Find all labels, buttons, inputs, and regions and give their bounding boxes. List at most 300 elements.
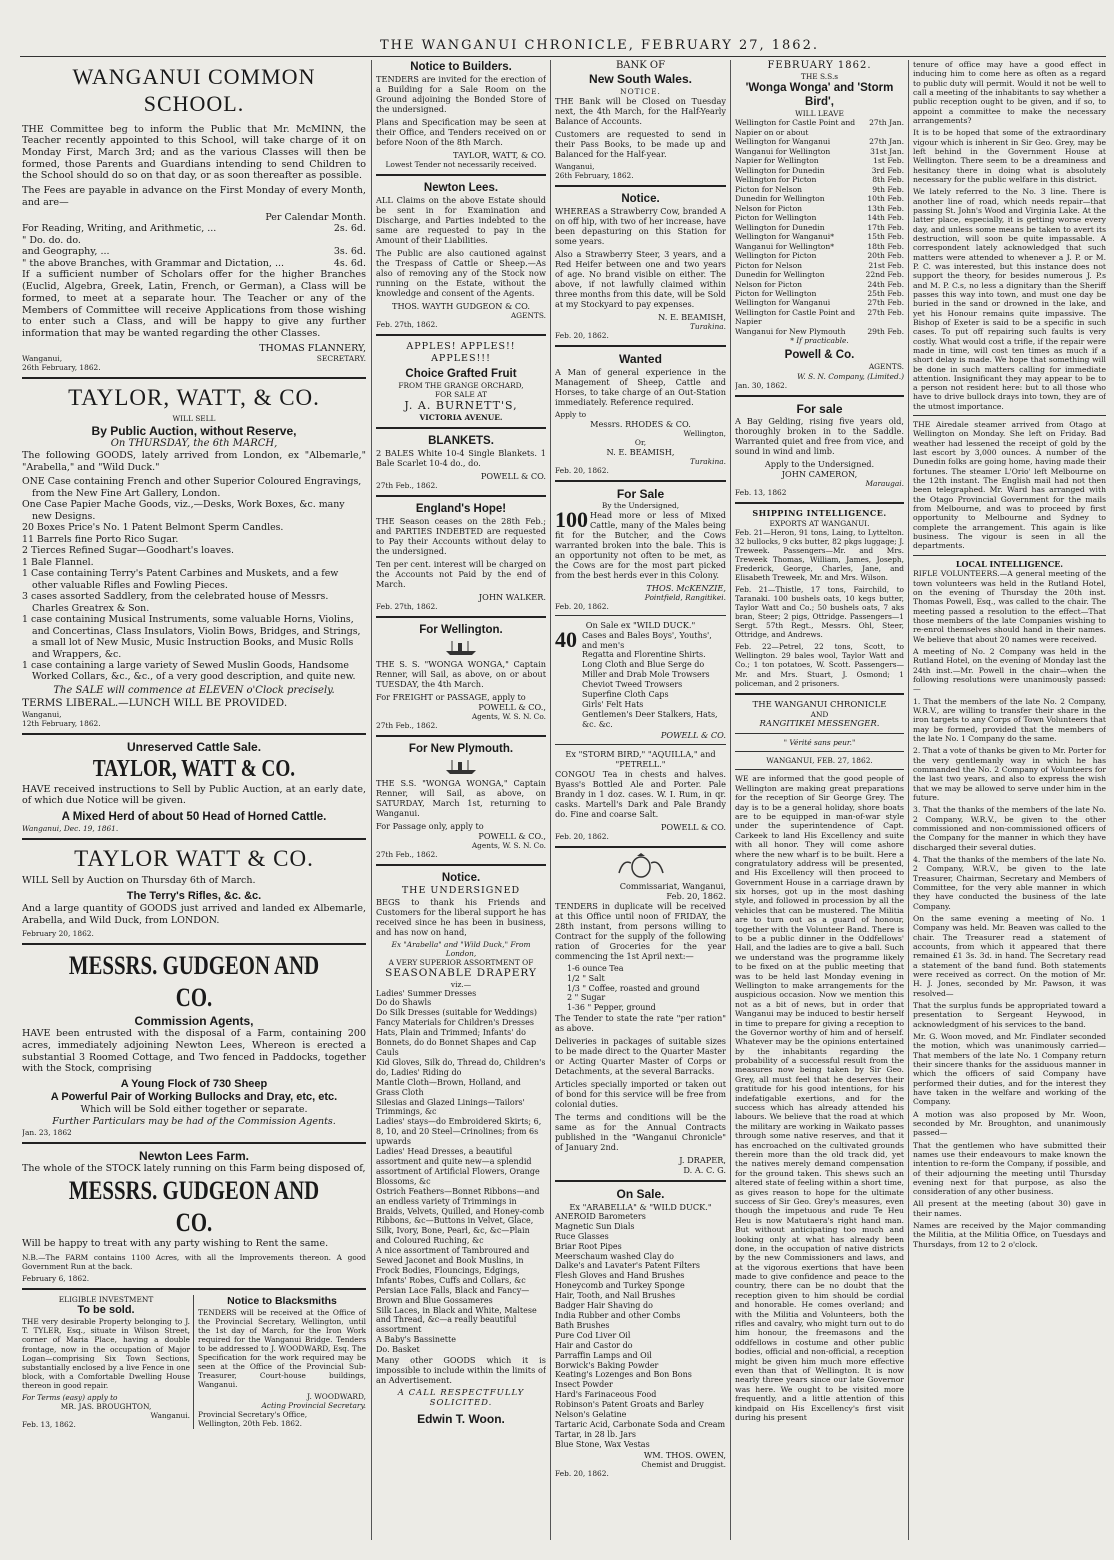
forsale1-place: Pointfield, Rangitikei. <box>644 593 726 603</box>
fee-label: For Reading, Writing, and Arithmetic, ... <box>22 223 217 235</box>
taylor-rifles-ad <box>22 845 366 938</box>
newtonfarm-title: MESSRS. GUDGEON AND CO. <box>68 1175 320 1237</box>
school-date: 26th February, 1862. <box>22 363 101 373</box>
gudgeon1-date: Jan. 23, 1862 <box>22 1127 72 1137</box>
editorial-motto: " Vérité sans peur." <box>783 738 856 748</box>
wildduck-signer: POWELL & CO. <box>660 729 726 740</box>
woon-assort: A VERY SUPERIOR ASSORTMENT OF <box>388 957 534 967</box>
newton-lees-ad <box>376 181 546 329</box>
col6-p6: A meeting of No. 2 Company was held in the Rutland Hotel, on the evening of Monday last the 24th inst.—Mr. Powell in the chair—when the following resolutions were unanimously passed:— <box>913 647 1106 694</box>
taylor1-place: Wanganui, <box>22 709 62 719</box>
apples-headline: Choice Grafted Fruit <box>405 368 517 381</box>
schedule-row <box>735 204 904 213</box>
schedule-row <box>735 185 904 194</box>
plymouth-body: THE S.S. "WONGA WONGA," Captain Renner, will Sail, as above, on SATURDAY, March 1st, returning to Wanganui. <box>376 777 546 818</box>
wellington-body: THE S. S. "WONGA WONGA," Captain Renner, will Sail, as above, on or about TUESDAY, the 4th March. <box>376 658 546 689</box>
local-title: LOCAL INTELLIGENCE. <box>955 558 1064 569</box>
blankets-ad <box>376 434 546 490</box>
eligible-body: THE very desirable Property belonging to J. T. TYLER, Esq., situate in Wilson Street, corner of Maria Place, having a double frontage, now in the occupation of Major Logan—comprising Six Town Sections, substantially enclosed by a live Fence in one block, with a Comfortable Dwelling House thereon in good repair. <box>22 1317 190 1390</box>
school-title: WANGANUI COMMON SCHOOL. <box>72 64 316 116</box>
taylor2-headline: The Terry's Rifles, &c. &c. <box>126 889 262 902</box>
col6-p10: 4. That the thanks of the members of the late No. 2 Company, W.R.V., be given to the late Treasurer, Chairman, Secretary and Members of Committee, for the very able manner in which they have conducted the business of the late Company. <box>913 855 1106 911</box>
schedule-date: 27th Feb. <box>867 298 904 308</box>
newton-body: ALL Claims on the above Estate should be sent in for Examination and Discharge, and Parties indebted to the same are requested to pay in the Amount of their Liabilities. <box>376 195 546 246</box>
list-item: Gentlemen's Deer Stalkers, Hats, &c. &c. <box>582 709 718 729</box>
schedule-date: 20th Feb. <box>867 251 904 261</box>
list-item: Hats, Plain and Trimmed; Infants' do <box>376 1028 526 1038</box>
schedule-row <box>735 289 904 298</box>
schedule-route: Napier for Wellington <box>735 156 819 166</box>
list-item: Blue Stone, Wax Vestas <box>555 1439 650 1449</box>
forsale1-num: 100 <box>555 507 588 533</box>
col6-p14: A motion was also proposed by Mr. Woon, seconded by Mr. Broughton, and unanimously passed— <box>913 1109 1106 1138</box>
editorial-dateline: WANGANUI, FEB. 27, 1862. <box>766 756 873 766</box>
schedule-route: Picton for Wellington <box>735 289 817 298</box>
newton-signer: THOS. WAYTH GUDGEON & CO. <box>391 301 531 312</box>
bank-body: THE Bank will be Closed on Tuesday next, the 4th March, for the Half-Yearly Balance of Accounts. <box>555 95 726 126</box>
eligible-title: To be sold. <box>77 1304 135 1316</box>
apples-ad <box>376 341 546 422</box>
taylor1-intro: The following GOODS, lately arrived from London, ex "Albemarle," "Arabella," and "Wild Duck." <box>22 450 366 473</box>
list-item: Do Silk Dresses (suitable for Weddings) <box>376 1008 537 1018</box>
plymouth-role: Agents, W. S. N. Co. <box>471 840 546 850</box>
list-item: 1-36 " Pepper, ground <box>567 1003 656 1013</box>
schedule-date: 15th Feb. <box>867 232 904 242</box>
school-ad <box>22 64 366 372</box>
list-item: Hair, Tooth, and Nail Brushes <box>555 1291 676 1301</box>
column-3 <box>555 60 726 1550</box>
editorial-and: AND <box>810 709 829 719</box>
fee-label: " the above Branches, with Grammar and Dictation, ... <box>22 257 285 269</box>
cattle-body: HAVE received instructions to Sell by Public Auction, at an early date, of which due Notice will be given. <box>22 783 366 807</box>
fee-row <box>22 235 366 247</box>
list-item: 3 cases assorted Saddlery, from the celebrated house of Messrs. Charles Greatrex & Son. <box>22 591 329 614</box>
list-item: Cheviot Tweed Trowsers <box>582 680 683 690</box>
taylor2-body: And a large quantity of GOODS just arrived and landed ex Albemarle, Arabella, and Wild Duck, from LONDON. <box>22 903 366 926</box>
schedule-date: 17th Feb. <box>867 222 904 232</box>
englands-signer: JOHN WALKER. <box>478 591 546 602</box>
col6-p9: 3. That the thanks of the members of the late No. 2 Company, W.R.V., be given to the other commissioned and non-commissioned officers of the Company for the manner in which they have discharged their several duties. <box>913 805 1106 852</box>
eligible-terms: For Terms (easy) apply to <box>22 1392 118 1402</box>
list-item: 1 Bale Flannel. <box>22 556 94 568</box>
page-header: THE WANGANUI CHRONICLE, FEBRUARY 27, 1862. <box>380 38 819 53</box>
cow-title: Notice. <box>621 192 660 205</box>
schedule-route: Wellington for Picton <box>735 251 817 261</box>
newtonfarm-intro: The whole of the STOCK lately running on this Farm being disposed of, <box>22 1163 366 1175</box>
taylor1-auction: By Public Auction, without Reserve, <box>91 423 297 438</box>
shipping-body2: Feb. 21—Thistle, 17 tons, Fairchild, to Taranaki. 100 bushels oats, 10 kegs butter, Taylor Watt and Co.; 50 bushels oats, 7 aks bran, Steer; 2 pigs, Ottridge. Passengers—1 Sergt. 57th Regt., Messrs. Ohl, Steer, Ottridge, and Andrews. <box>735 585 904 640</box>
schedule-row <box>735 175 904 184</box>
wellington-signer: POWELL & CO., <box>478 701 546 712</box>
list-item: Ostrich Feathers—Bonnet Ribbons—and an endless variety of Trimmings in Braids, Velvets, Quilled, and Honey-comb Ribbons, &c—Buttons in Velvet, Glace, Silk, Ivory, Bone, Pearl, &c, &c—Plain and Coloured Ruching, &c <box>376 1186 545 1246</box>
wildduck-intro: Cases and Bales Boys', Youths', and men's <box>582 630 712 651</box>
wellington-role: Agents, W. S. N. Co. <box>471 711 546 721</box>
list-item: Hair and Castor do <box>555 1340 633 1350</box>
list-item: Fancy Materials for Children's Dresses <box>376 1018 534 1028</box>
newton-title: Newton Lees. <box>423 182 499 195</box>
col6-p3: We lately referred to the No. 3 line. There is another line of road, which needs repair—that passing St. John's Wood and Virginia Lake. At the latter place, especially, it is getting worse every day, and unless some means be taken to avert its destruction, will soon be quite impassable. A correspondent lately acknowledged that such matters were attended to whenever a J. P. or M. P. C. was interested, but this instance does not support the theory, for besides numerous J. P.s and M. P. C.s, no less a dignitary than the Sheriff passes this way into town, and must one day be buried in the sand or drowned in the lake, and yet his Honour remains quite impassive. The Bishop of Exeter is said to be a specific in such cases. To put off repairing such faults is very costly. What would cost a trifle, if the repair were made in time, will cost ten times as much if a short delay is made. We hope that something will be done in such matters calling for immediate attention. Insignificant they may appear to be to a person not resident here: but to all those who have to drive bullock drays into town, they are of the utmost importance. <box>913 187 1106 411</box>
wanted-place: Wellington, <box>683 428 726 438</box>
school-body: If a sufficient number of Scholars offer for the higher Branches (Euclid, Algebra, Greek, Latin, French, or German), a Class will be formed, to meet at a separate hour. The Teacher or any of the Members of Committee will receive Applications from those wishing to enter such a Class, and will be happy to give any further information that may be wanted regarding the other Classes. <box>22 269 366 339</box>
list-item: Do do Shawls <box>376 998 432 1008</box>
eligible-place: Wanganui. <box>150 1410 190 1420</box>
schedule-date: 27th Feb. <box>867 307 904 317</box>
wildduck-header: On Sale ex "WILD DUCK." <box>585 620 696 631</box>
commissariat-body5: The terms and conditions will be the same as for the Annual Contracts published in the "Wanganui Chronicle" of January 2nd. <box>555 1112 726 1153</box>
commissariat-body: TENDERS in duplicate will be received at this Office until noon of FRIDAY, the 28th instant, from persons willing to Contract for the supply of the following ration of Groceries for the year commencing the 1st April next:— <box>555 900 726 961</box>
commissariat-signer: J. DRAPER, <box>679 1155 726 1166</box>
schedule-row <box>735 251 904 260</box>
shipping-body: Feb. 21—Heron, 91 tons, Laing, to Lyttelton. 32 bullocks, 9 cks butter, 82 pkgs luggage; J. Treweek. Passengers—Mr. and Mrs. Treweek Thomas, William, James, Joseph, Frederick, George, Charles, Jane, and Elisabeth Treweek, Mr. and Mrs. Wilson. <box>735 528 904 583</box>
eligible-date: Feb. 13, 1862. <box>22 1419 76 1429</box>
commissariat-body4: Articles specially imported or taken out of bond for this service will be free from colonial duties. <box>555 1079 726 1110</box>
stormbird-body: CONGOU Tea in chests and halves. Byass's Bottled Ale and Porter. Pale Brandy in 1 doz. cases. W. I. Rum, in qr. casks. Martell's Dark and Pale Brandy do. Fine and coarse Salt. <box>555 768 726 819</box>
wanted-title: Wanted <box>619 351 662 366</box>
wonga-schedule-ad <box>735 60 904 390</box>
blankets-date: 27th Feb., 1862. <box>376 480 438 490</box>
apples-seller: J. A. BURNETT'S, <box>404 399 518 413</box>
shipping-title: SHIPPING INTELLIGENCE. <box>752 508 887 519</box>
schedule-row <box>735 280 904 289</box>
list-item: Do. Basket <box>376 1345 420 1355</box>
list-item: Girls' Felt Hats <box>582 700 644 710</box>
gudgeon1-line1: A Young Flock of 730 Sheep <box>120 1077 268 1090</box>
schedule-row <box>735 298 904 307</box>
editorial-p1: WE are informed that the good people of Wellington are making great preparations for the reception of Sir George Grey. The day is to be a general holiday, shore boats are to be equipped in man-of-war style under the superintendence of Capt. Carkeek to land His Excellency and suite with all honor. They will come ashore where the new wharf is to be built. Here a congratulatory address will be presented, and His Excellency will then proceed to Government House in a carriage drawn by six horses, got up in the most dashing style, and followed in procession by all the vehicles that can be mustered. The Militia are to turn out as a guard of honour, together with the Volunteer Band. There is to be a public dinner in the Oddfellows' Hall, and the ladies are to give a ball. Such we understand was the programme likely to be fixed on at the public meeting that was to be held last Monday evening in Wellington to make arrangements for the auspicious occasion. Now we mention this not as a bit of news, but in order that Wanganui may be induced to bestir herself in time to prepare for giving a reception to the Governor worthy of him and of herself. Whatever may be the opinions entertained by the inhabitants regarding the probability of a successful result from the measures now being taken by Sir Geo. Grey, all must feel that he deserves their gratitude for his good intentions, for his indefatigable exertions, and for the success which has already attended his labours. We believe that the road at which the military are working in Waikato passes through some native reserves, and that it has encroached on the cultivated grounds therein more than the old track did, yet the natives merely demand compensation for the ground taken. This shews such an altered state of feeling within a short time, as gives reason to hope for the ultimate success of Sir Geo. Grey's measures, even though the impetuous and rude Te Heu Heu is now Matutaera's right hand man. But without anticipating too much and looking only at what has already been done, in the occupation of native districts by the new Commissioners and laws, and at the vigorous exertions that have been made to give confidence and peace to the country, there can be no doubt that the reception given to him should be cordial and honorable. He comes overland; and with the Militia and Volunteers, both the rifles and cavalry, who might turn out to do him honour, the freemasons and the oddfellows in costume and other public bodies, official and non-official, a reception might be given him much more effective even than that of Wellington. It is now nearly three years since our late Governor was here. We ought to be visited more frequently, and a little attention of this kindpaid on His Excellency's first visit during his present <box>735 774 904 1422</box>
editorial-paper2: RANGITIKEI MESSENGER. <box>759 718 880 729</box>
school-fees-note: The Fees are payable in advance on the First Monday of every Month, and are— <box>22 185 366 208</box>
for-plymouth-ad <box>376 742 546 859</box>
forsale1-body: Head more or less of Mixed Cattle, many of the Males being fit for the Butcher, and the Cows warranted broken into the bale. This is an opportunity not often to be met, as the Cows are for the most part picked from the best herds ever in this Colony. <box>555 510 726 581</box>
blankets-signer: POWELL & CO. <box>480 470 546 481</box>
apples-address: VICTORIA AVENUE. <box>419 412 503 422</box>
schedule-route: Wanganui for Wellington <box>735 146 831 156</box>
cow-body2: Also a Strawberry Steer, 3 years, and a Red Heifer between one and two years of age. No brand visible on either. The above, if not lawfully claimed within three months from this date, will be Sold at my Stockyard to pay expenses. <box>555 248 726 309</box>
school-per-month: Per Calendar Month. <box>265 211 366 223</box>
wanted-ad <box>555 352 726 475</box>
apples-sub1: FROM THE GRANGE ORCHARD, <box>398 381 524 391</box>
school-intro: THE Committee beg to inform the Public that Mr. McMINN, the Teacher recently appointed to this School, will take charge of it on Monday First, March 3rd; and as the various Classes will then be formed, those Parents and Guardians intending to send Children to the School should do so on that day, or as soon thereafter as possible. <box>22 123 366 182</box>
cow-signer: N. E. BEAMISH, <box>658 311 726 322</box>
gudgeon1-subtitle: Commission Agents, <box>134 1013 254 1028</box>
column-rule <box>730 60 731 1540</box>
list-item: 1 case containing a large variety of Sewed Muslin Goods, Handsome Worked Collars, &c., &c., of a very good description, and quite new. <box>22 659 356 683</box>
blankets-title: BLANKETS. <box>428 434 494 447</box>
schedule-route: Wellington for Wanganui* <box>735 232 835 242</box>
wonga-role: AGENTS. <box>868 362 904 372</box>
newton-role: AGENTS. <box>510 311 546 321</box>
schedule-date: 3rd Feb. <box>871 165 904 175</box>
list-item: 1/3 " Coffee, roasted and ground <box>567 983 700 993</box>
column-rule <box>371 60 372 1540</box>
wonga-company: W. S. N. Company, (Limited.) <box>797 371 904 381</box>
cow-date: Feb. 20, 1862. <box>555 330 609 340</box>
cattle-date: Wanganui, Dec. 19, 1861. <box>22 824 119 834</box>
blacksmiths-office: Provincial Secretary's Office, <box>198 1410 308 1420</box>
englands-title: England's Hope! <box>415 502 507 515</box>
editorial <box>735 700 904 1423</box>
woon-ex: Ex "Arabella" and "Wild Duck," From London, <box>391 939 531 958</box>
list-item: Dalke's and Lavater's Patent Filters <box>555 1261 700 1271</box>
builders-note: Lowest Tender not necessarily received. <box>385 160 537 170</box>
newtonfarm-date: February 6, 1862. <box>22 1273 90 1283</box>
fee-label: and Geography, ... <box>22 246 110 258</box>
list-item: India Rubber and other Combs <box>555 1310 681 1320</box>
blacksmiths-date: Wellington, 20th Feb. 1862. <box>198 1419 302 1429</box>
gudgeon-farm-ad <box>22 950 366 1136</box>
wonga-note: * If practicable. <box>790 336 849 346</box>
column-1 <box>22 60 366 1550</box>
list-item: Silk Laces, in Black and White, Maltese and Thread, &c—a really beautiful assortment <box>376 1305 537 1335</box>
commissariat-ad <box>555 853 726 1176</box>
schedule-route: Wellington for Dunedin <box>735 165 825 175</box>
col6-p8: 2. That a vote of thanks be given to Mr. Porter for the very gentlemanly way in which he has commanded the No. 2 Company of Volunteers for the last two years, and also to express the wish that we may be allowed to serve under him in the future. <box>913 746 1106 803</box>
builders-signer: TAYLOR, WATT, & CO. <box>452 150 546 161</box>
list-item: Flesh Gloves and Hand Brushes <box>555 1271 685 1281</box>
fee-row <box>22 258 366 270</box>
cattle-ad <box>22 740 366 833</box>
schedule-row <box>735 223 904 232</box>
list-item: Briar Root Pipes <box>555 1241 622 1251</box>
builders-ad <box>376 60 546 169</box>
schedule-route: Picton for Nelson <box>735 184 803 194</box>
schedule-route: Wellington for Castle Point and Napier on or about <box>735 118 856 137</box>
list-item: Borwick's Baking Powder <box>555 1360 659 1370</box>
col6-p17: Names are received by the Major commanding the Militia, at the Militia Office, on Tuesdays and Thursdays, from 12 to 2 o'clock. <box>913 1221 1106 1249</box>
schedule-route: Nelson for Picton <box>735 279 803 289</box>
schedule-date: 22nd Feb. <box>865 270 904 280</box>
wonga-leave: WILL LEAVE <box>795 109 844 119</box>
wanted-apply: Apply to <box>555 409 587 419</box>
list-item: 1 Case containing Terry's Patent Carbines and Muskets, and a few other valuable Rifles and Fowling Pieces. <box>22 568 339 591</box>
list-item: 2 " Sugar <box>567 993 606 1003</box>
forsale1-signer: THOS. McKENZIE, <box>646 583 726 594</box>
list-item: Robinson's Patent Groats and Barley <box>555 1400 704 1410</box>
storm-bird-ad <box>555 749 726 841</box>
gudgeon1-body: HAVE been entrusted with the disposal of a Farm, containing 200 acres, immediately adjoining Newton Lees, Whereon is erected a substantial 3 Roomed Cottage, and Two fenced in Paddocks, together with the Stock, comprising <box>22 1028 366 1075</box>
woon-call: A CALL RESPECTFULLY SOLICITED. <box>397 1388 525 1409</box>
cattle-header: Unreserved Cattle Sale. <box>126 739 262 754</box>
apples-title: APPLES! APPLES!! APPLES!!! <box>406 341 516 364</box>
woon-items <box>376 989 546 1356</box>
schedule-route: Dunedin for Wellington <box>735 194 825 204</box>
newton-body2: The Public are also cautioned against the Trespass of Cattle or Sheep.—As also of removing any of the Stock now running on the Estate, without the knowledge and consent of the Agents. <box>376 248 546 299</box>
onsale-title: On Sale. <box>616 1187 665 1202</box>
onsale-date: Feb. 20, 1862. <box>555 1468 609 1478</box>
taylor1-date: 12th February, 1862. <box>22 718 101 728</box>
list-item: Pure Cod Liver Oil <box>555 1330 631 1340</box>
schedule-row <box>735 147 904 156</box>
list-item: Keating's Lozenges and Bon Bons <box>555 1370 692 1380</box>
shipping-sub: EXPORTS AT WANGANUI. <box>769 519 870 528</box>
schedule-row <box>735 137 904 146</box>
woon-viz: viz.— <box>450 979 472 989</box>
for-wellington-ad <box>376 623 546 730</box>
bank-title2: New South Wales. <box>589 72 692 87</box>
blankets-body: 2 BALES White 10-4 Single Blankets. 1 Bale Scarlet 10-4 do., do. <box>376 447 546 468</box>
bank-title: BANK OF <box>615 60 666 71</box>
list-item: 20 Boxes Price's No. 1 Patent Belmont Sperm Candles. <box>22 522 284 534</box>
apples-sub2: FOR SALE AT <box>434 390 487 400</box>
fee-price: 2s. 6d. <box>333 223 366 235</box>
taylor1-terms: TERMS LIBERAL.—LUNCH WILL BE PROVIDED. <box>22 697 288 710</box>
wanted-body: A Man of general experience in the Management of Sheep, Cattle and Horses, to take charge of an Out-Station immediately. Reference required. <box>555 366 726 407</box>
stormbird-date: Feb. 20, 1862. <box>555 831 609 841</box>
schedule-date: 21st Feb. <box>868 260 904 270</box>
wanted-signer: Messrs. RHODES & CO. <box>590 418 691 429</box>
col6-p11: On the same evening a meeting of No. 1 Company was held. Mr. Beaven was called to the chair. The Treasurer read a statement of accounts, from which it appeared that there remained £1 3s. 3d. in hand. The Secretary read a statement of the band fund. Both statements were received as correct. On the motion of Mr. H. J. Jones, seconded by Mr. Pawson, it was resolved— <box>913 913 1106 998</box>
blacksmiths-signer: J. WOODWARD, <box>307 1392 366 1402</box>
list-item: Magnetic Sun Dials <box>555 1221 635 1231</box>
col6-p4: THE Airedale steamer arrived from Otago at Wellington on Monday. She left on Friday. Bad weather had lessened the receipt of gold by the last escort by 3,000 ounces. A number of the Dunedin folks are going home, having made their fortunes. The steamer L'Orio' left Melbourne on the 12th instant. The English mail had not then been telegraphed. Mr. Ward has arranged with the Otago Provincial Government for the mails from Melbourne, and was to proceed by first opportunity to Melbourne and Sydney to complete the arrangement. This again is like business. The vigour is seen in all the departments. <box>913 420 1106 551</box>
wellington-title: For Wellington. <box>419 623 503 636</box>
onsale-items <box>555 1212 726 1450</box>
schedule-row <box>735 242 904 251</box>
schedule-date: 25th Feb. <box>867 289 904 298</box>
col6-p5: RIFLE VOLUNTEERS.—A general meeting of the town volunteers was held in the Rutland Hotel, on the evening of Thursday the 20th inst. Thomas Powell, Esq., was called to the chair. The meeting passed a resolution to the effect—That those members of the late Companies wishing to re-enrol themselves should hand in their names. We believe that about 20 names were received. <box>913 569 1106 644</box>
forsale-horse-ad <box>735 402 904 498</box>
taylor1-will-sell: WILL SELL <box>172 414 216 424</box>
wanted-date: Feb. 20, 1862. <box>555 465 609 475</box>
schedule-row <box>735 118 904 137</box>
cattle-title: TAYLOR, WATT & CO. <box>92 755 296 782</box>
forsale-cattle-ad <box>555 487 726 612</box>
wildduck-num: 40 <box>555 627 577 653</box>
schedule-route: Picton for Wellington <box>735 213 817 223</box>
school-role: SECRETARY. <box>316 354 366 364</box>
column-5 <box>913 60 1106 1550</box>
list-item: 1/2 " Salt <box>567 973 605 983</box>
list-item: Kid Gloves, Silk do, Thread do, Children's do, Ladies' Riding do <box>376 1057 546 1077</box>
woon-headline: SEASONABLE DRAPERY <box>385 966 537 979</box>
gudgeon1-title: MESSRS. GUDGEON AND CO. <box>68 951 320 1012</box>
taylor1-sale-time: The SALE will commence at ELEVEN o'Clock precisely. <box>53 684 335 696</box>
wonga-ships: THE S.S.s <box>800 72 839 82</box>
list-item: Nelson's Gelatine <box>555 1410 627 1420</box>
eligible-kicker: ELIGIBLE INVESTMENT <box>58 1294 154 1304</box>
list-item: Bath Brushes <box>555 1320 610 1330</box>
forsale2-date: Feb. 13, 1862 <box>735 488 787 498</box>
list-item: 1-6 ounce Tea <box>567 963 624 973</box>
col6-p1: tenure of office may have a good effect in inducing him to come here as often as a regard to public duty will permit. Would it not be well to call a meeting of the inhabitants to say whether a public reception ought to be given, and if so, to appoint a committee to make the necessary arrangements? <box>913 60 1106 125</box>
header-rule <box>20 56 1106 57</box>
schedule-route: Dunedin for Wellington <box>735 270 825 280</box>
cow-notice-ad <box>555 192 726 340</box>
list-item: ANEROID Barometers <box>555 1211 646 1221</box>
list-item: One Case Papier Mache Goods, viz.,—Desks, Work Boxes, &c. many new Designs. <box>22 499 345 522</box>
englands-hope-ad <box>376 502 546 611</box>
wonga-signer: Powell & Co. <box>784 349 855 362</box>
wanted-or: Or, <box>634 437 647 447</box>
builders-body: TENDERS are invited for the erection of a Building for a Sale Room on the Ground adjoining the Bonded Store of the undersigned. <box>376 74 546 115</box>
wildduck-items <box>582 650 726 729</box>
schedule-date: 10th Feb. <box>867 194 904 204</box>
builders-body2: Plans and Specification may be seen at their Office, and Tenders received on or before Noon of the 8th March. <box>376 117 546 148</box>
schedule-row <box>735 270 904 279</box>
forsale2-body: A Bay Gelding, rising five years old, thoroughly broken in to the Saddle. Warranted quiet and free from vice, and sound in wind and limb. <box>735 416 904 457</box>
schedule-date: 1st Feb. <box>873 156 904 166</box>
woon-title: Notice. <box>441 872 481 885</box>
wild-duck-ad <box>555 620 726 739</box>
newtonfarm-header: Newton Lees Farm. <box>138 1148 250 1163</box>
commissariat-office: Commissariat, Wanganui, <box>619 880 726 891</box>
schedule-route: Wanganui for New Plymouth <box>735 326 846 336</box>
list-item: Long Cloth and Blue Serge do <box>582 660 705 670</box>
schedule-row <box>735 166 904 175</box>
taylor2-date: February 20, 1862. <box>22 929 94 939</box>
list-item: Ladies' stays—do Embroidered Skirts; 6, 8, 10, and 20 Steel—Crinolines; from 6s upwards <box>376 1117 542 1147</box>
schedule-date: 31st Jan. <box>870 146 904 156</box>
schedule-route: Wellington for Wanganui <box>735 137 831 147</box>
col6-p2: It is to be hoped that some of the extraordinary vigour which is inherent in Sir Geo. Grey, may be left behind in the Government House at Wellington. There seem to be a dreaminess and hesitancy there in doing what is absolutely necessary for the public welfare in this district. <box>913 128 1106 184</box>
wonga-title: 'Wonga Wonga' and 'Storm Bird', <box>745 82 894 109</box>
taylor2-line1: WILL Sell by Auction on Thursday 6th of March. <box>22 875 256 887</box>
onsale-header: Ex "ARABELLA" & "WILD DUCK." <box>569 1201 712 1212</box>
list-item: Superfine Cloth Caps <box>582 690 669 700</box>
list-item: A nice assortment of Tambroured and Sewed Jaconet and Book Muslins, in Frock Bodies, Flouncings, Edgings, Infants' Robes, Cuffs and Collars, &c <box>376 1246 530 1285</box>
plymouth-date: 27th Feb., 1862. <box>376 850 438 860</box>
cow-place: Turakina. <box>690 321 726 331</box>
schedule-route: Wellington for Castle Point and Napier <box>735 307 856 327</box>
bank-ad <box>555 60 726 180</box>
list-item: Ladies' Summer Dresses <box>376 988 477 998</box>
schedule-row <box>735 156 904 165</box>
column-rule <box>550 60 551 1540</box>
school-signer: THOMAS FLANNERY, <box>259 342 366 354</box>
schedule-route: Nelson for Picton <box>735 203 803 213</box>
list-item: Hard's Farinaceous Food <box>555 1390 657 1400</box>
commissariat-body3: Deliveries in packages of suitable sizes to be made direct to the Quarter Master or Acting Quarter Master of Corps or Detachments, at the several Barracks. <box>555 1036 726 1077</box>
schedule-date: 13th Feb. <box>867 203 904 213</box>
woon-drapery-ad <box>376 871 546 1426</box>
wanted-signer2: N. E. BEAMISH, <box>606 446 675 457</box>
list-item: Mantle Cloth—Brown, Holland, and Grass Cloth <box>376 1077 521 1097</box>
school-place: Wanganui, <box>22 354 63 364</box>
forsale1-by: By the Undersigned, <box>601 501 680 511</box>
list-item: Meerschaum washed Clay do <box>555 1251 674 1261</box>
list-item: Persian Lace Falls, Black and Fancy—Brown and Blue Gossameres <box>376 1285 530 1305</box>
schedule-date: 18th Feb. <box>867 241 904 251</box>
bottom-ads <box>22 1295 366 1429</box>
woon-many: Many other GOODS which it is impossible to include within the limits of an Advertisement. <box>376 1355 546 1386</box>
list-item: Ruce Glasses <box>555 1231 609 1241</box>
blacksmiths-body: TENDERS will be received at the Office of the Provincial Secretary, Wellington, until the 1st day of March, for the Iron Work required for the Wanganui Bridge. Tenders to be addressed to J. WOODWARD, Esq. The Specification for the work required may be seen at the Office of the Provincial Sub-Treasurer, Court-house buildings, Wanganui. <box>198 1307 366 1390</box>
fee-label: " Do. do. do. <box>22 234 81 246</box>
newtonfarm-nb: N.B.—The FARM contains 1100 Acres, with all the Improvements thereon. A good Government Run at the back. <box>22 1252 366 1271</box>
column-rule <box>908 60 909 1540</box>
schedule-row <box>735 261 904 270</box>
bank-date: 26th February, 1862. <box>555 170 634 180</box>
woon-body: BEGS to thank his Friends and Customers for the liberal support he has received since he has been in business, and has now on hand, <box>376 896 546 937</box>
bank-notice: NOTICE. <box>620 86 661 96</box>
bank-body2: Customers are requested to send in their Pass Books, to be made up and Balanced for the Half-year. <box>555 128 726 159</box>
schedule-route: Wellington for Picton <box>735 175 817 185</box>
wonga-schedule <box>735 118 904 336</box>
newtonfarm-body: Will be happy to treat with any party wishing to Rent the same. <box>22 1238 329 1250</box>
schedule-row <box>735 232 904 241</box>
list-item: Parraffin Lamps and Oil <box>555 1350 652 1360</box>
taylor1-items <box>22 476 366 682</box>
list-item: Honeycomb and Turkey Sponge <box>555 1281 685 1291</box>
gudgeon1-sold: Which will be Sold either together or separate. <box>80 1104 308 1116</box>
stormbird-header: Ex "STORM BIRD," "AQUILLA," and "PETRELL." <box>565 748 716 769</box>
forsale2-title: For sale <box>796 401 843 416</box>
list-item: Silesias and Glazed Linings—Tailors' Trimmings, &c <box>376 1097 525 1117</box>
col6-p7: 1. That the members of the late No. 2 Company, W.R.V., are willing to transfer their share in the iron targets to any Corps of Town Volunteers that may be formed, provided that the members of the late No. 1 Company do the same. <box>913 696 1106 744</box>
blacksmiths-role: Acting Provincial Secretary. <box>261 1401 366 1411</box>
taylor-auction-ad <box>22 384 366 728</box>
schedule-date: 24th Feb. <box>867 279 904 289</box>
